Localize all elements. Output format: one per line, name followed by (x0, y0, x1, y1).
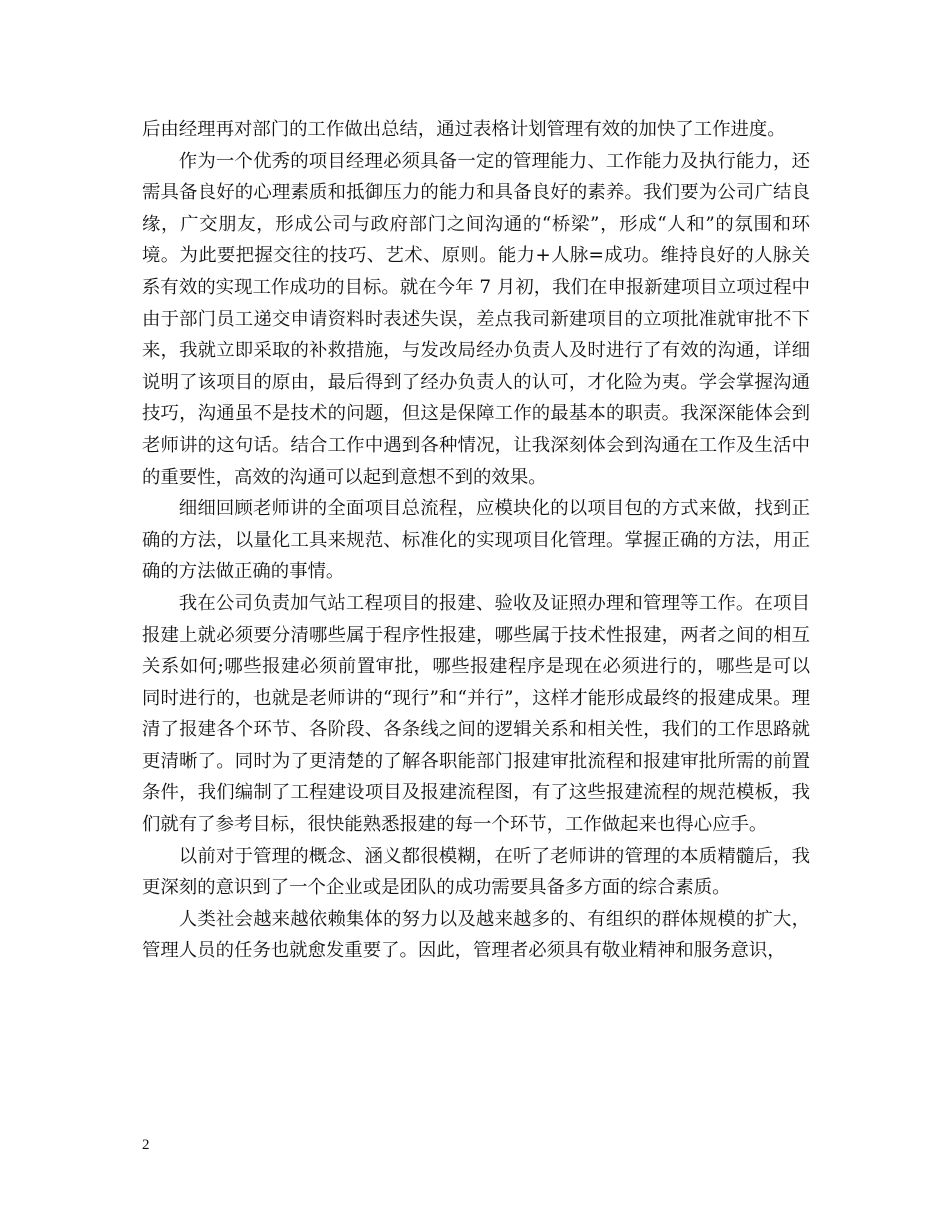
paragraph-2: 作为一个优秀的项目经理必须具备一定的管理能力、工作能力及执行能力，还需具备良好的心理素质和抵御压力的能力和具备良好的素养。我们要为公司广结良缘，广交朋友，形成公司与政府部门之间沟通的“桥梁”，形成“人和”的氛围和环境。为此要把握交往的技巧、艺术、原则。能力+人脉=成功。维持良好的人脉关系有效的实现工作成功的目标。就在今年 7 月初，我们在申报新建项目立项过程中由于部门员工递交申请资料时表述失误，差点我司新建项目的立项批准就审批不下来，我就立即采取的补救措施，与发改局经办负责人及时进行了有效的沟通，详细说明了该项目的原由，最后得到了经办负责人的认可，才化险为夷。学会掌握沟通技巧，沟通虽不是技术的问题，但这是保障工作的最基本的职责。我深深能体会到老师讲的这句话。结合工作中遇到各种情况，让我深刻体会到沟通在工作及生活中的重要性，高效的沟通可以起到意想不到的效果。 (142, 150, 810, 488)
paragraph-3: 细细回顾老师讲的全面项目总流程，应模块化的以项目包的方式来做，找到正确的方法，以量化工具来规范、标准化的实现项目化管理。掌握正确的方法，用正确的方法做正确的事情。 (142, 498, 810, 583)
paragraph-1: 后由经理再对部门的工作做出总结，通过表格计划管理有效的加快了工作进度。 (142, 119, 786, 140)
paragraph-4: 我在公司负责加气站工程项目的报建、验收及证照办理和管理等工作。在项目报建上就必须要分清哪些属于程序性报建，哪些属于技术性报建，两者之间的相互关系如何;哪些报建必须前置审批，哪些报建程序是现在必须进行的，哪些是可以同时进行的，也就是老师讲的“现行”和“并行”，这样才能形成最终的报建成果。理清了报建各个环节、各阶段、各条线之间的逻辑关系和相关性，我们的工作思路就更清晰了。同时为了更清楚的了解各职能部门报建审批流程和报建审批所需的前置条件，我们编制了工程建设项目及报建流程图，有了这些报建流程的规范模板，我们就有了参考目标，很快能熟悉报建的每一个环节，工作做起来也得心应手。 (142, 592, 810, 836)
paragraph-5: 以前对于管理的概念、涵义都很模糊，在听了老师讲的管理的本质精髓后，我更深刻的意识到了一个企业或是团队的成功需要具备多方面的综合素质。 (142, 845, 810, 899)
paragraph-6: 人类社会越来越依赖集体的努力以及越来越多的、有组织的群体规模的扩大，管理人员的任务也就愈发重要了。因此，管理者必须具有敬业精神和服务意识， (142, 908, 810, 962)
body-text (142, 114, 810, 967)
page-number: 2 (142, 1137, 150, 1153)
